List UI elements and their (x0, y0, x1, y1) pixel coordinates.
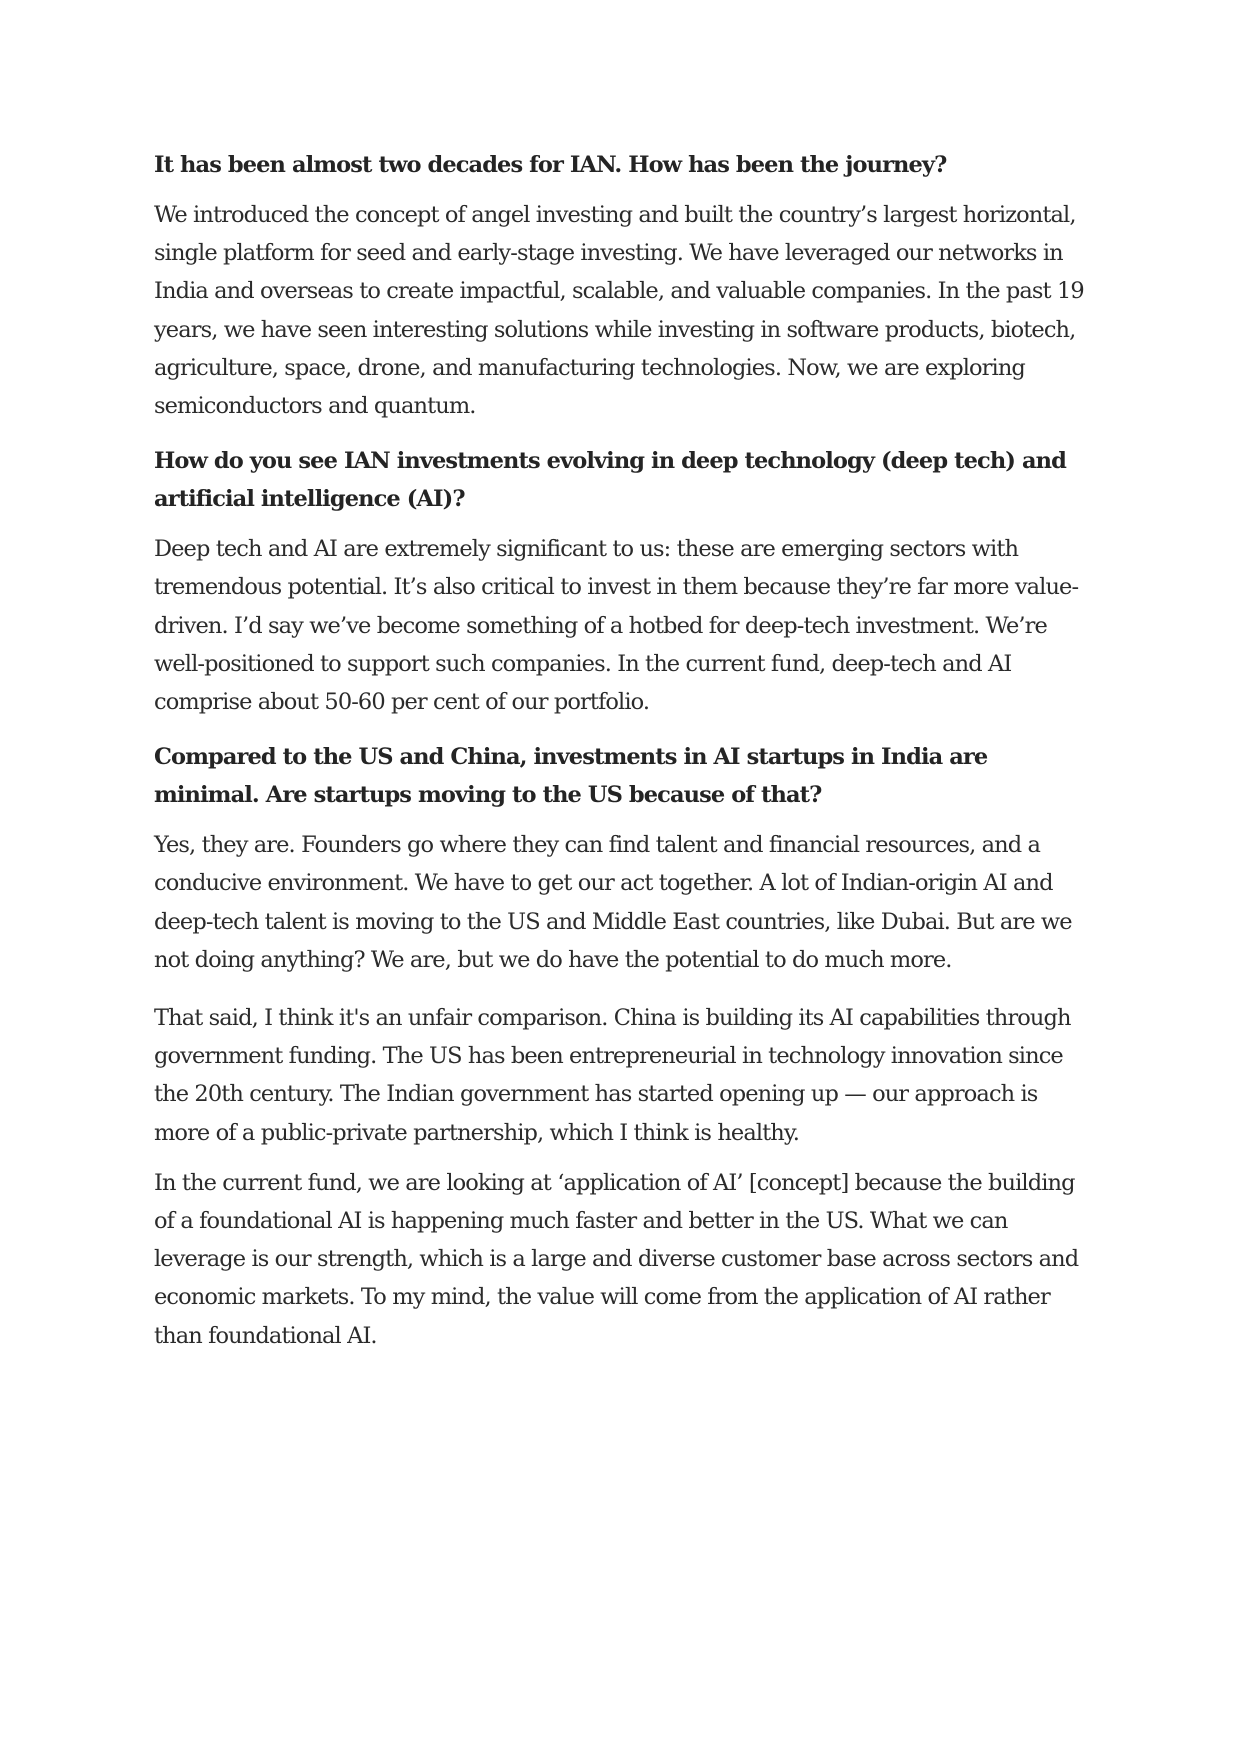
answer-paragraph: That said, I think it's an unfair comparison. China is building its AI capabilities through government funding. The US has been entrepreneurial in technology innovation since the 20th century. The Indian government has started opening up — our approach is more of a public-private partnership, which I think is healthy. (154, 1005, 1071, 1146)
question-heading: Compared to the US and China, investments in AI startups in India are minimal. Are startups moving to the US because of that? (154, 744, 988, 809)
question-heading: How do you see IAN investments evolving in deep technology (deep tech) and artificial intelligence (AI)? (154, 448, 1066, 513)
answer-paragraph: Deep tech and AI are extremely significant to us: these are emerging sectors with tremendous potential. It’s also critical to invest in them because they’re far more value-driven. I’d say we’ve become something of a hotbed for deep-tech investment. We’re well-positioned to support such companies. In the current fund, deep-tech and AI comprise about 50-60 per cent of our portfolio. (154, 536, 1079, 716)
article-body (154, 146, 1094, 1372)
answer-paragraph: Yes, they are. Founders go where they can find talent and financial resources, and a conducive environment. We have to get our act together. A lot of Indian-origin AI and deep-tech talent is moving to the US and Middle East countries, like Dubai. But are we not doing anything? We are, but we do have the potential to do much more. (154, 832, 1072, 973)
answer-paragraph: We introduced the concept of angel investing and built the country’s largest horizontal, single platform for seed and early-stage investing. We have leveraged our networks in India and overseas to create impactful, scalable, and valuable companies. In the past 19 years, we have seen interesting solutions while investing in software products, biotech, agriculture, space, drone, and manufacturing technologies. Now, we are exploring semiconductors and quantum. (154, 202, 1084, 420)
question-heading: It has been almost two decades for IAN. How has been the journey? (154, 152, 947, 178)
answer-paragraph: In the current fund, we are looking at ‘application of AI’ [concept] because the building of a foundational AI is happening much faster and better in the US. What we can leverage is our strength, which is a large and diverse customer base across sectors and economic markets. To my mind, the value will come from the application of AI rather than foundational AI. (154, 1169, 1079, 1349)
